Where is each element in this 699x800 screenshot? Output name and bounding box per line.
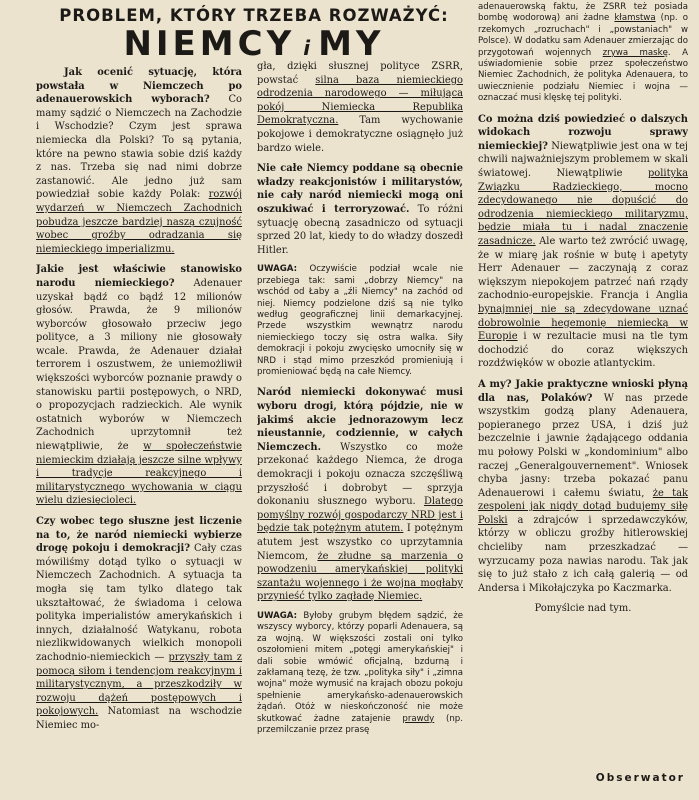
column-1 [36, 66, 242, 800]
col1-p3-text: Cały czas mówiliśmy dotąd tylko o sytuacji w Niemczech Zachodnich. A sytuacja ta mogła się tam tylko dlatego tak ukształtować, że świadoma i celowa polityka imperialistów amerykańskich i innych, działalność Watykanu, robota niezlikwidowanych wielkich monopoli zachodnio-niemieckich — [36, 543, 242, 663]
closing-line: Pomyślcie nad tym. [534, 603, 632, 615]
col2-note-2 [257, 611, 463, 736]
page-title [34, 24, 474, 64]
col2-p3-underlined: Dlatego pomyślny rozwój gospodarczy NRD jest i będzie tak potężnym atutem. [257, 496, 463, 535]
col2-p3-text: Wszystko co może przekonać każdego Niemca, że droga demokracji i pokoju oznacza szczęśliwą przyszłość i dobrobyt — sprzyja dokonaniu słusznego wyboru. [257, 441, 463, 508]
col2-note1-label: UWAGA: [257, 264, 298, 275]
col2-note2-tail: (np. przemilczanie przez prasę [257, 713, 463, 735]
col3-p2-mid: Ale warto też zwrócić uwagę, że w miarę jak rośnie w butę i apetyty Herr Adenauer — zaczynają z coraz większym niepokojem patrzeć nań rządy zachodnio-europejskie. Francja i Anglia [478, 236, 688, 302]
col1-p1-lead: Jak ocenić sytuację, która powstała w Niemczech po adenauerowskich wyborach? [36, 67, 242, 106]
col3-p3-lead: A my? Jakie praktyczne wnioski płyną dla nas, Polaków? [478, 378, 688, 404]
col2-paragraph-3 [257, 386, 463, 604]
title-amp: i [303, 36, 311, 60]
col3-p3-text: W nas przede wszystkim godzą plany Adenauera, popieranego przez USA, i dziś już bezczelnie i jawnie żądającego oddania mu połowy Polski w „kondominium" albo raczej „Generalgouvernement". Wniosek chyba jasny: trzeba pokazać panu Adenauerowi i całemu światu, [478, 392, 688, 499]
col1-paragraph-1 [36, 66, 242, 256]
col2-p3-mid: I potężnym atutem jest wszystko co uprzytamnia Niemcom, [257, 523, 463, 562]
col3-p1-underlined2: zrywa maskę [602, 47, 668, 58]
col1-p1-text: Co mamy sądzić o Niemczech na Zachodzie i Wschodzie? Czym jest sprawa niemiecka dla Polski? To są pytania, które na pewno stawia sobie dziś każdy z nas. Trzeba się nad nimi dobrze zastanowić. Ale jedno już sam powiedział sobie każdy Polak: [36, 94, 242, 201]
col1-paragraph-3 [36, 515, 242, 733]
col1-p3-underlined: przyszły tam z pomocą siłom i tendencjom reakcyjnym i militarystycznym, a przeszkodziły w rozwoju dążeń postępowych i pokojowych. [36, 651, 242, 718]
col2-note2-underlined: prawdy [402, 713, 435, 724]
col3-p1-mid: (np. o rzekomych „rozruchach" i „powstaniach" w Polsce). W dodatku sam Adenauer zmierzając do przygotowań wojennych [478, 13, 688, 58]
col1-paragraph-2 [36, 263, 242, 508]
column-3 [478, 0, 688, 800]
col2-note2-label: UWAGA: [257, 610, 298, 621]
col2-p3-underlined2: że złudne są marzenia o powodzeniu amerykańskiej polityki szantażu wojennego i że wojna mogłaby przynieść tylko zagładę Niemiec. [257, 550, 463, 603]
col2-paragraph-2 [257, 162, 463, 257]
col3-p1-text: adenauerowską faktu, że ZSRR też posiada bombę wodorową) ani żadne [478, 2, 688, 24]
col2-p2-lead: Nie całe Niemcy poddane są obecnie władzy reakcjonistów i militarystów, nie cały naród niemiecki mogą oni oszukiwać i terroryzować. [257, 163, 463, 215]
col2-p2-text: To różni sytuację obecną zasadniczo od sytuacji sprzed 20 lat, kiedy to do władzy doszedł Hitler. [257, 203, 463, 256]
col1-p2-text: Adenauer uzyskał bądź co bądź 12 milionów głosów. Prawda, że 9 milionów wyborców głosowało przeciw jego polityce, a 3 miliony nie głosowały wcale. Prawda, że Adenauer działał terrorem i oszustwem, że uniemożliwił większości wyborców poznanie prawdy o stanowisku partii postępowych, o NRD, o propozycjach radzieckich. Ale wynik ostatnich wyborów w Niemczech Zachodnich uprzytomnił też niewątpliwie, że [36, 277, 242, 453]
col3-p2-lead: Co można dziś powiedzieć o dalszych widokach rozwoju sprawy niemieckiej? [478, 113, 688, 152]
col2-p1-tail: Tam wychowanie pokojowe i demokratyczne osiągnęło już bardzo wiele. [257, 115, 463, 154]
headline: PROBLEM, KTÓRY TRZEBA ROZWAŻYĆ: [59, 6, 449, 25]
col3-p1-tail: . A uświadomienie sobie przez społeczeństwo Niemiec Zachodnich, że polityka Adenauera, to uwiecznienie podziału Niemiec i wojna — oznaczać musi klęskę tej polityki. [478, 47, 688, 104]
title-left: NIEMCY [123, 24, 296, 64]
col2-p1-text: gła, dzięki słusznej polityce ZSRR, powstać [257, 61, 463, 86]
col2-note2-text: Byłoby grubym błędem sądzić, że wszyscy wyborcy, którzy poparli Adenauera, są za wojną. W większości zostali oni tylko oszołomieni mitem „potęgi amerykańskiej" i dali sobie wmówić oficjalną, bzdurną i zakłamaną tezę, że tzw. „polityka siły" i „zimna wojna" może wymusić na krajach obozu pokoju spełnienie amerykańsko-adenauerowskich żądań. Otóż w nieskończoność nie może skutkować żadne zatajenie [257, 610, 463, 724]
col2-p3-lead: Naród niemiecki dokonywać musi wyboru drogi, którą pójdzie, nie w jakimś akcie jednorazowym lecz nieustannie, codziennie, w całych Niemczech. [257, 387, 463, 453]
col1-p2-lead: Jakie jest właściwie stanowisko narodu niemieckiego? [36, 264, 242, 289]
title-right: MY [318, 24, 385, 64]
col3-p2-text: Niewątpliwie jest ona w tej chwili najważniejszym problemem w skali światowej. Niewątpliwie [478, 140, 688, 180]
col3-p3-underlined: że tak zespoleni jak nigdy dotąd budujemy siłę Polski [478, 487, 688, 526]
col3-p2-underlined2: bynajmniej nie są zdecydowane uznać dobrowolnie hegemonię niemiecką w Europie [478, 303, 688, 343]
col3-paragraph-3 [478, 378, 688, 596]
col3-p2-tail: i w rezultacie musi na tle tym dochodzić do coraz większych rozdźwięków w obozie atlantyckim. [478, 331, 688, 370]
col1-p1-underlined: rozwój wydarzeń w Niemczech Zachodnich pobudza jeszcze bardziej naszą czujność wobec groźby odradzania się niemieckiego imperializmu. [36, 189, 242, 255]
col2-note-1 [257, 264, 463, 378]
col2-note1-text: Oczywiście podział wcale nie przebiega tak: sami „dobrzy Niemcy" na wschód od Łaby a „źli Niemcy" na zachód od niej. Niemcy podzielone dziś są nie tylko według geograficznej linii demarkacyjnej. Przede wszystkim wewnątrz narodu niemieckiego toczy się ostra walka. Siły demokracji i pokoju zwycięsko umocniły się w NRD i stąd mimo przeszkód promieniują i promieniować będą na całe Niemcy. [257, 264, 463, 377]
col3-p2-underlined: polityka Związku Radzieckiego, mocno zdecydowanego nie dopuścić do odrodzenia niemieckiego militaryzmu, będzie miała tu i nadal znaczenie zasadnicze. [478, 168, 688, 247]
col1-p3-lead: Czy wobec tego słuszne jest liczenie na to, że naród niemiecki wybierze drogę pokoju i demokracji? [36, 516, 242, 555]
col3-p1-underlined: kłamstwa [614, 13, 656, 24]
col3-note-continued [478, 2, 688, 105]
col1-p3-tail: Natomiast na wschodzie Niemiec mo- [36, 706, 242, 731]
signature: Obserwator [595, 772, 685, 784]
col3-p3-tail: a zdrajców i sprzedawczyków, którzy w obliczu groźby hitlerowskiej chcieliby nam przeszkadzać — wyrzucamy poza nawias narodu. Tak jak się to już stało z ich całą galerią — od Andersa i Mikołajczyka po Kaczmarka. [478, 514, 688, 594]
col2-paragraph-1 [257, 60, 463, 155]
col3-paragraph-2 [478, 113, 688, 371]
col1-p2-underlined: w społeczeństwie niemieckim działają jeszcze silne wpływy i tradycje reakcyjnego i militarystycznego wychowania w ciągu wielu dziesięcioleci. [36, 441, 242, 507]
column-2 [257, 60, 463, 800]
col2-p1-underlined: silna baza niemieckiego odrodzenia narodowego — miłująca pokój Niemiecka Republika Demokratyczna. [257, 74, 463, 127]
